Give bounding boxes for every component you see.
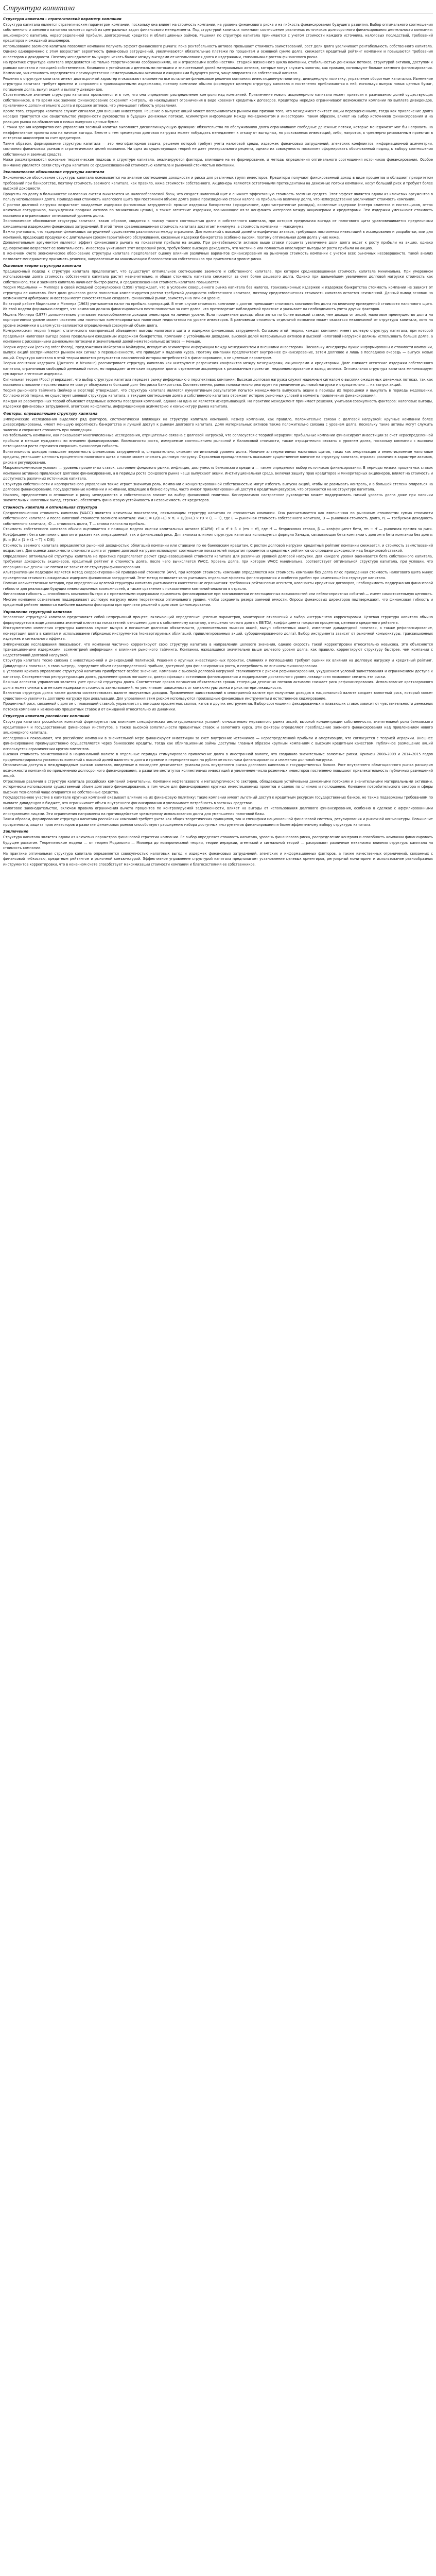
paragraph: Помимо количественных методов, при определении целевой структуры капитала учитываются качественные ограничения: требования рейтинговых агентств, ковенанты кредитных договоров, необходимость поддержания финансовой гибкости для реализации будущих инвестиционных возможностей, а также сравнение с показателями компаний-аналогов в отрасли. [3, 581, 433, 591]
document-section [3, 829, 433, 867]
paragraph: Рентабельность компании, как показывают многочисленные исследования, отрицательно связана с долговой нагрузкой, что согласуется с теорией иерархии: прибыльные компании финансируют инвестиции за счет нераспределенной прибыли и меньше нуждаются во внешнем финансировании. Возможности роста, измеряемые соотношением рыночной и балансовой стоимости, также отрицательно связаны с уровнем долга, поскольку компании с высоким потенциалом роста стремятся сохранить финансовую гибкость. [3, 433, 433, 449]
paragraph: Использование заемного капитала позволяет компании получать эффект финансового рычага: пока рентабельность активов превышает стоимость заимствований, рост доли долга увеличивает рентабельность собственного капитала. Однако одновременно с этим возрастает вероятность финансовых затруднений, увеличиваются обязательные платежи по процентам и основной сумме долга, снижается кредитный рейтинг компании и повышаются требования инвесторов к доходности. Поэтому менеджмент вынужден искать баланс между выгодами от использования долга и издержками, связанными с ростом финансового риска. [3, 44, 433, 59]
paragraph: Государственное участие в капитале крупных компаний оказывает влияние на их финансовую политику: такие компании имеют льготный доступ к кредитным ресурсам государственных банков, но также подвержены требованиям по выплате дивидендов в бюджет, что ограничивает объем внутреннего финансирования и увеличивает потребность в заемных средствах. [3, 795, 433, 805]
paragraph: Таким образом, формирование структуры капитала российских компаний требует учета как общих теоретических принципов, так и специфики национальной финансовой системы, регулирования и рыночной конъюнктуры. Повышение прозрачности, защита прав инвесторов и развитие финансовых рынков способствуют расширению набора доступных инструментов финансирования и более эффективному выбору структуры капитала. [3, 817, 433, 827]
paragraph: С ростом долговой нагрузки возрастают ожидаемые издержки финансовых затруднений: прямые издержки банкротства (юридические, административные расходы), косвенные издержки (потеря клиентов и поставщиков, отток ключевых сотрудников, вынужденная продажа активов по заниженным ценам), а также агентские издержки, возникающие из-за конфликта интересов между акционерами и кредиторами. Эти издержки уменьшают стоимость компании и ограничивают оптимальный уровень долга. [3, 202, 433, 218]
paragraph: Макроэкономические условия — уровень процентных ставок, состояние фондового рынка, инфляция, доступность банковского кредита — также определяют выбор источников финансирования. В периоды низких процентных ставок компании активнее привлекают долговое финансирование, а в периоды роста фондового рынка чаще выпускают акции. Институциональная среда, включая защиту прав кредиторов и миноритарных акционеров, влияет на стоимость и доступность различных источников капитала. [3, 466, 433, 481]
document [0, 0, 436, 867]
paragraph: Экономическое обоснование структуры капитала, таким образом, сводится к поиску такого соотношения долга и собственного капитала, при котором предельная выгода от налогового щита уравновешивается предельными ожидаемыми издержками финансовых затруднений. В этой точке средневзвешенная стоимость капитала достигает минимума, а стоимость компании — максимума. [3, 219, 433, 229]
paragraph: Эмпирические исследования показывают, что компании частично корректируют свою структуру капитала в направлении целевого значения, однако скорость такой корректировки относительно невысока. Это объясняется транзакционными издержками, асимметрией информации и влиянием рыночного тайминга. Компании, находящиеся значительно выше целевого уровня долга, как правило, корректируют структуру быстрее, чем компании с недостаточной долговой нагрузкой. [3, 642, 433, 657]
paragraph: Проценты по долгу в большинстве налоговых систем вычитаются из налогооблагаемой базы, что создает налоговый щит и снижает эффективную стоимость заемных средств. Этот эффект является одним из ключевых аргументов в пользу использования долга. Приведенная стоимость налогового щита при постоянном объеме долга равна произведению ставки налога на прибыль на величину долга, что непосредственно увеличивает стоимость компании. [3, 192, 433, 202]
paragraph: Волатильность доходов повышает вероятность финансовых затруднений и, следовательно, снижает оптимальный уровень долга. Наличие альтернативных налоговых щитов, таких как амортизация и инвестиционные налоговые кредиты, уменьшает ценность процентного налогового щита и также может снижать долговую нагрузку. Отраслевая принадлежность оказывает существенное влияние на структуру капитала, отражая различия в характере активов, риска и регулирования. [3, 449, 433, 465]
paragraph: Теория агентских издержек (Дженсен и Меклинг) рассматривает структуру капитала как инструмент разрешения конфликтов между менеджерами, акционерами и кредиторами. Долг снижает агентские издержки собственного капитала, ограничивая свободный денежный поток, но порождает агентские издержки долга: стремление акционеров к рискованным проектам, недоинвестирование и вывод активов. Оптимальная структура капитала минимизирует суммарные агентские издержки. [3, 361, 433, 377]
paragraph: Отраслевые различия в структуре капитала российских компаний значительны. Компании нефтегазового и металлургического секторов, обладающие устойчивыми денежными потоками и значительными материальными активами, исторически использовали существенный объем долгового финансирования, в том числе для финансирования крупных инвестиционных проектов и сделок по слиянию и поглощению. Компании потребительского сектора и сферы высоких технологий чаще опираются на собственные средства. [3, 779, 433, 794]
document-section [3, 264, 433, 410]
section-heading: Управление структурой капитала [3, 609, 72, 614]
paragraph: На практике структура капитала определяется не только теоретическими соображениями, но и отраслевыми особенностями, стадией жизненного цикла компании, стабильностью денежных потоков, структурой активов, доступом к рынкам капитала и позицией собственников. Компании с устойчивыми денежными потоками и значительной долей материальных активов, которые могут служить залогом, как правило, используют больше заемного финансирования. Компании, чья стоимость определяется преимущественно нематериальными активами и ожиданиями будущего роста, чаще опираются на собственный капитал. [3, 60, 433, 76]
paragraph: Высокая стоимость заимствований в национальной валюте в отдельные периоды стимулировала привлечение долга в иностранной валюте, что создавало значительные валютные риски. Кризисы 2008–2009 и 2014–2015 годов продемонстрировали уязвимость компаний с высокой долей валютного долга и привели к переориентации на рублевые источники финансирования и снижению долговой нагрузки. [3, 752, 433, 762]
paragraph: Важно учитывать, что издержки финансовых затруднений существенно различаются между отраслями. Для компаний с высокой долей специфичных активов, требующих постоянных инвестиций в исследования и разработки, или для компаний, продающих продукцию с длительным сроком гарантийного обслуживания, косвенные издержки банкротства особенно высоки, поэтому оптимальная доля долга у них ниже. [3, 230, 433, 240]
paragraph: Экономическое обоснование структуры капитала основывается на анализе соотношения доходности и риска для различных групп инвесторов. Кредиторы получают фиксированный доход в виде процентов и обладают приоритетом требований при банкротстве, поэтому стоимость заемного капитала, как правило, ниже стоимости собственного. Акционеры являются остаточными претендентами на денежные потоки компании, несут больший риск и требуют более высокой доходности. [3, 176, 433, 191]
paragraph: Таким образом, формирование структуры капитала — это многофакторная задача, решение которой требует учета налоговой среды, издержек финансовых затруднений, агентских конфликтов, информационной асимметрии, состояния финансовых рынков и стратегических целей компании. Ни одна из существующих теорий не дает универсального рецепта, однако их совокупность позволяет сформировать обоснованный подход к выбору соотношения собственных и заемных средств. [3, 141, 433, 157]
paragraph: На практике оптимальная структура капитала определяется совокупностью налоговых выгод и издержек финансовых затруднений, агентских и информационных факторов, а также качественных ограничений, связанных с финансовой гибкостью, кредитным рейтингом и рыночной конъюнктурой. Эффективное управление структурой капитала предполагает установление целевых ориентиров, регулярный мониторинг и использование разнообразных инструментов корректировки, что в конечном счете способствует максимизации стоимости компании и благосостояния ее собственников. [3, 851, 433, 867]
paragraph: Традиционный подход к структуре капитала предполагает, что существует оптимальное соотношение заемного и собственного капитала, при котором средневзвешенная стоимость капитала минимальна. При умеренном использовании долга стоимость собственного капитала растет незначительно, и общая стоимость капитала снижается за счет более дешевого долга. Однако при дальнейшем увеличении долговой нагрузки стоимость как собственного, так и заемного капитала начинает быстро расти, и средневзвешенная стоимость капитала повышается. [3, 269, 433, 284]
paragraph: Сигнальная теория (Росс) утверждает, что выбор структуры капитала передает рынку информацию о перспективах компании. Высокая долговая нагрузка служит надежным сигналом о высоких ожидаемых денежных потоках, так как компании с плохими перспективами не смогут обслуживать большой долг без риска банкротства. Соответственно, рынок положительно реагирует на увеличение долговой нагрузки и отрицательно — на выпуск акций. [3, 377, 433, 387]
paragraph: Структура капитала российских компаний формируется под влиянием специфических институциональных условий: относительно неразвитого рынка акций, высокой концентрации собственности, значительной роли банковского кредитования и государственных финансовых институтов, а также высокой волатильности процентных ставок и валютного курса. Эти факторы определяют преобладание заемного финансирования над привлечением нового акционерного капитала. [3, 720, 433, 735]
paragraph: Дополнительным аргументом является эффект финансового рычага на показатели прибыли на акцию. При рентабельности активов выше ставки процента увеличение доли долга ведет к росту прибыли на акцию, однако одновременно возрастает ее волатильность. Инвесторы учитывают этот возросший риск, требуя более высокую доходность, что частично или полностью нивелирует выгоды от роста прибыли на акцию. [3, 241, 433, 250]
paragraph: Теория рыночного тайминга (Бейкер и Вюрглер) утверждает, что структура капитала является кумулятивным результатом попыток менеджмента выпускать акции в периоды их переоценки и выкупать в периоды недооценки. Согласно этой теории, не существует целевой структуры капитала, а текущее соотношение долга и собственного капитала отражает историю рыночных условий в моменты привлечения финансирования. [3, 388, 433, 398]
paragraph: Инструментами изменения структуры капитала служат выпуск и погашение долговых обязательств, дополнительная эмиссия акций, выкуп собственных акций, изменение дивидендной политики, а также рефинансирование, конвертация долга в капитал и использование гибридных инструментов (конвертируемых облигаций, привилегированных акций, субординированного долга). Выбор инструмента зависит от рыночной конъюнктуры, транзакционных издержек и сигнального эффекта. [3, 626, 433, 641]
paragraph: Теория иерархии (pecking order theory), предложенная Майерсом и Майлуфом, исходит из асимметрии информации между менеджментом и внешними инвесторами. Поскольку менеджеры лучше информированы о стоимости компании, выпуск акций воспринимается рынком как сигнал о переоцененности, что приводит к падению курса. Поэтому компании предпочитают внутреннее финансирование, затем долговое и лишь в последнюю очередь — выпуск новых акций. Структура капитала в этой теории является результатом накопленной истории потребностей в финансировании, а не целевым параметром. [3, 345, 433, 360]
paragraph: В конечном счете экономическое обоснование структуры капитала предполагает оценку влияния различных вариантов финансирования на рыночную стоимость компании с учетом всех рыночных несовершенств. Такой анализ позволяет менеджменту принимать решения, направленные на максимизацию благосостояния собственников при приемлемом уровне риска. [3, 251, 433, 261]
paragraph: Модель Миллера (1977) дополнительно учитывает налогообложение доходов инвесторов на личном уровне. Если процентные доходы облагаются по более высокой ставке, чем доходы от акций, налоговое преимущество долга на корпоративном уровне может частично или полностью компенсироваться налоговым недостатком на уровне инвесторов. В равновесии стоимость отдельной компании может оказаться независимой от структуры капитала, хотя на уровне экономики в целом устанавливается определенный совокупный объем долга. [3, 312, 433, 328]
document-section [3, 714, 433, 827]
paragraph: Управление структурой капитала представляет собой непрерывный процесс, включающий определение целевых параметров, мониторинг отклонений и выбор инструментов корректировки. Целевая структура капитала обычно формулируется в виде диапазона значений ключевых показателей: отношения долга к собственному капиталу, отношения чистого долга к EBITDA, коэффициента покрытия процентов, целевого кредитного рейтинга. [3, 615, 433, 625]
paragraph: Эмпирические исследования выделяют ряд факторов, систематически влияющих на структуру капитала компаний. Размер компании, как правило, положительно связан с долговой нагрузкой: крупные компании более диверсифицированы, имеют меньшую вероятность банкротства и лучший доступ к рынкам долгового капитала. Доля материальных активов также положительно связана с уровнем долга, поскольку такие активы могут служить залогом и сохраняют стоимость при ликвидации. [3, 417, 433, 432]
document-section [3, 610, 433, 713]
section-heading: Основные теории структуры капитала [3, 264, 81, 268]
document-section [3, 170, 433, 262]
paragraph: Компромиссная теория (теория статического компромисса) объединяет выгоды налогового щита и издержки финансовых затруднений. Согласно этой теории, каждая компания имеет целевую структуру капитала, при которой предельная налоговая выгода равна предельным ожидаемым издержкам банкротства. Компании с устойчивыми доходами, высокой долей материальных активов и высокой налоговой нагрузкой должны использовать больше долга, а компании с рискованными денежными потоками и значительной долей нематериальных активов — меньше. [3, 329, 433, 344]
paragraph: Финансовая гибкость — способность компании быстро и с приемлемыми издержками привлекать финансирование при возникновении инвестиционных возможностей или неблагоприятных событий — имеет самостоятельную ценность. Многие компании сознательно поддерживают долговую нагрузку ниже теоретически оптимального уровня, чтобы сохранить резерв заемной емкости. Опросы финансовых директоров подтверждают, что финансовая гибкость и кредитный рейтинг являются наиболее важными факторами при принятии решений о долговом финансировании. [3, 592, 433, 607]
paragraph: Средневзвешенная стоимость капитала (WACC) является ключевым показателем, связывающим структуру капитала со стоимостью компании. Она рассчитывается как взвешенная по рыночным стоимостям сумма стоимости собственного капитала и посленалоговой стоимости заемного капитала: WACC = E/(D+E) × rE + D/(D+E) × rD × (1 − T), где E — рыночная стоимость собственного капитала, D — рыночная стоимость долга, rE — требуемая доходность собственного капитала, rD — стоимость долга, T — ставка налога на прибыль. [3, 511, 433, 526]
paragraph: Структура собственности и корпоративного управления также играет значимую роль. Компании с концентрированной собственностью могут избегать выпуска акций, чтобы не размывать контроль, и в большей степени опираться на долговое финансирование. Государственные компании и компании, входящие в бизнес-группы, часто имеют привилегированный доступ к кредитным ресурсам, что отражается на их структуре капитала. [3, 482, 433, 492]
section-heading: Экономическое обоснование структуры капитала [3, 170, 104, 175]
paragraph: В условиях кризиса управление структурой капитала приобретает особое значение. Компании с высокой долговой нагрузкой сталкиваются с риском рефинансирования, ухудшением условий заимствования и ограничением доступа к капиталу. Своевременная реструктуризация долга, удлинение сроков погашения, диверсификация источников финансирования и поддержание достаточного уровня ликвидности позволяют снизить эти риски. [3, 669, 433, 679]
paragraph: Структура капитала тесно связана с инвестиционной и дивидендной политикой. Решения о крупных инвестиционных проектах, слияниях и поглощениях требуют оценки их влияния на долговую нагрузку и кредитный рейтинг. Дивидендная политика, в свою очередь, определяет объем нераспределенной прибыли, доступной для финансирования роста, и потребность во внешнем финансировании. [3, 658, 433, 668]
paragraph: Наконец, предпочтения и отношение к риску менеджмента и собственников влияют на выбор финансовой политики. Консервативно настроенное руководство может поддерживать низкий уровень долга даже при наличии значительных налоговых выгод, стремясь обеспечить финансовую устойчивость и независимость от кредиторов. [3, 493, 433, 503]
paragraph: Структура капитала является стратегическим параметром компании, поскольку она влияет на стоимость компании, на уровень финансового риска и на гибкость финансирования будущего развития. Выбор оптимального соотношения собственного и заемного капитала является одной из центральных задач финансового менеджмента. Под структурой капитала понимают соотношение различных источников долгосрочного финансирования деятельности компании: акционерного капитала, нераспределенной прибыли, долгосрочных кредитов и облигационных займов. Решения по структуре капитала принимаются с учетом стоимости каждого источника, налоговых последствий, требований кредиторов и ожиданий акционеров. [3, 22, 433, 43]
paragraph: Структура капитала является одним из ключевых параметров финансовой стратегии компании. Ее выбор определяет стоимость капитала, уровень финансового риска, распределение контроля и способность компании финансировать будущее развитие. Теоретические модели — от теорем Модильяни — Миллера до компромиссной теории, теории иерархии, агентской и сигнальной теорий — раскрывают различные механизмы влияния структуры капитала на стоимость компании. [3, 835, 433, 851]
paragraph: Валютная структура долга также должна соответствовать валюте получаемых доходов. Привлечение заимствований в иностранной валюте при получении доходов в национальной валюте создает валютный риск, который может существенно увеличить долговую нагрузку при девальвации. Для управления этим риском используются производные финансовые инструменты и естественное хеджирование. [3, 691, 433, 701]
document-section [3, 412, 433, 503]
document-section [3, 505, 433, 608]
page-title: Структура капитала [3, 4, 433, 14]
section-heading: Заключение [3, 829, 28, 834]
section-heading: Структура капитала - стратегический параметр компании [3, 17, 121, 21]
paragraph: Ниже рассматриваются основные теоретические подходы к структуре капитала, анализируются факторы, влияющие на ее формирование, и методы определения оптимального соотношения источников финансирования. Особое внимание уделяется связи структуры капитала со средневзвешенной стоимостью капитала и рыночной стоимостью компании. [3, 158, 433, 167]
paragraph: Альтернативным подходом является метод скорректированной приведенной стоимости (APV), при котором стоимость компании определяется как стоимость компании без долга плюс приведенная стоимость налогового щита минус приведенная стоимость ожидаемых издержек финансовых затруднений. Этот метод позволяет явно учитывать отдельные эффекты финансирования и особенно удобен при изменяющейся структуре капитала. [3, 570, 433, 580]
paragraph: Налоговое законодательство, включая правила ограничения вычета процентов по контролируемой задолженности, влияет на выгоды от использования долгового финансирования, особенно в сделках с аффилированными иностранными лицами. Эти ограничения направлены на противодействие чрезмерному использованию долга для уменьшения налоговой базы. [3, 806, 433, 816]
paragraph: Стоимость собственного капитала обычно оценивается с помощью модели оценки капитальных активов (CAPM): rE = rf + β × (rm − rf), где rf — безрисковая ставка, β — коэффициент бета, rm − rf — рыночная премия за риск. Коэффициент бета компании с долгом отражает как операционный, так и финансовый риск. Для анализа влияния структуры капитала используется формула Хамады, связывающая бета компании с долгом и бета компании без долга: βL = βU × [1 + (1 − T) × D/E]. [3, 527, 433, 543]
paragraph: Процентный риск, связанный с долгом с плавающей ставкой, управляется с помощью процентных свопов, кэпов и других инструментов. Выбор соотношения фиксированных и плавающих ставок зависит от чувствительности денежных потоков компании к изменению процентных ставок и от ожиданий относительно их динамики. [3, 702, 433, 711]
paragraph: Теория Модильяни — Миллера в своей исходной формулировке (1958) утверждает, что в условиях совершенного рынка капитала без налогов, транзакционных издержек и издержек банкротства стоимость компании не зависит от структуры ее капитала. Рост доли дешевого долга полностью компенсируется ростом требуемой доходности собственного капитала, поэтому средневзвешенная стоимость капитала остается неизменной. Данный вывод основан на возможности арбитража: инвесторы могут самостоятельно создавать финансовый рычаг, заимствуя на личном уровне. [3, 285, 433, 301]
paragraph: Определение оптимальной структуры капитала на практике предполагает расчет средневзвешенной стоимости капитала для различных уровней долговой нагрузки. Для каждого уровня оценивается бета собственного капитала, требуемая доходность акционеров, кредитный рейтинг и стоимость долга, после чего вычисляется WACC. Уровень долга, при котором WACC минимальна, соответствует оптимальной структуре капитала, при условии, что операционные денежные потоки не зависят от структуры финансирования. [3, 554, 433, 569]
paragraph: Кроме того, структура капитала служит сигналом для внешних инвесторов. Решение о выпуске акций может восприниматься рынком как признак того, что менеджмент считает акции переоцененными, тогда как привлечение долга нередко трактуется как свидетельство уверенности руководства в будущих денежных потоках. Асимметрия информации между менеджментом и инвесторами, таким образом, влияет на выбор источников финансирования и на реакцию рынка на объявления о новых выпусках ценных бумаг. [3, 109, 433, 124]
section-heading: Факторы, определяющие структуру капитала [3, 411, 98, 416]
paragraph: Каждая из рассмотренных теорий объясняет отдельные аспекты поведения компаний, однако ни одна не является исчерпывающей. На практике менеджмент принимает решения, учитывая совокупность факторов: налоговые выгоды, издержки финансовых затруднений, агентские конфликты, информационную асимметрию и конъюнктуру рынка капитала. [3, 399, 433, 409]
paragraph: Ограничения доступа к международным рынкам капитала, введенные в последнее десятилетие, усилили роль внутреннего рынка долгового капитала и государственных банков. Рост внутреннего облигационного рынка расширил возможности компаний по привлечению долгосрочного финансирования, а развитие институтов коллективных инвестиций и увеличение числа розничных инвесторов постепенно повышают привлекательность публичных размещений акций. [3, 763, 433, 778]
paragraph: Стоимость заемного капитала определяется рыночной доходностью облигаций компании или ставками по ее банковским кредитам. С ростом долговой нагрузки кредитный рейтинг компании снижается, и стоимость заимствований возрастает. Для оценки зависимости стоимости долга от уровня долговой нагрузки используют соотношение показателей покрытия процентов и кредитных рейтингов со спредами доходности над безрисковой ставкой. [3, 543, 433, 553]
paragraph: Стратегическое значение структуры капитала проявляется и в том, что она определяет распределение контроля над компанией. Привлечение нового акционерного капитала может привести к размыванию долей существующих собственников, в то время как заемное финансирование сохраняет контроль, но накладывает ограничения в виде ковенант кредитных договоров. Кредиторы нередко ограничивают возможности компании по выплате дивидендов, привлечению дополнительного долга и продаже активов, что уменьшает гибкость управления. [3, 93, 433, 108]
paragraph: Во второй работе Модильяни и Миллера (1963) учитывается налог на прибыль корпораций. В этом случае стоимость компании с долгом превышает стоимость компании без долга на величину приведенной стоимости налогового щита. Из этой модели формально следует, что компания должна финансироваться почти полностью за счет долга, что противоречит наблюдаемой практике и указывает на необходимость учета других факторов. [3, 301, 433, 312]
paragraph: С точки зрения корпоративного управления заемный капитал выполняет дисциплинирующую функцию: обязательства по обслуживанию долга ограничивают свободные денежные потоки, которые менеджмент мог бы направить на неэффективные проекты или на личные выгоды. Вместе с тем чрезмерная долговая нагрузка может побуждать менеджмент к отказу от выгодных, но рискованных инвестиций, либо, напротив, к чрезмерно рискованным проектам в интересах акционеров за счет кредиторов. [3, 125, 433, 141]
document-section [3, 17, 433, 168]
section-heading: Стоимость капитала и оптимальная структура [3, 505, 97, 510]
document-body [3, 17, 433, 867]
paragraph: Важным аспектом управления является учет срочной структуры долга. Соответствие сроков погашения обязательств срокам генерации денежных потоков активами снижает риск рефинансирования. Использование краткосрочного долга может снижать агентские издержки и стоимость заимствований, но увеличивает зависимость от конъюнктуры рынка и риск потери ликвидности. [3, 680, 433, 690]
paragraph: Исследования показывают, что российские компании в значительной мере финансируют инвестиции за счет внутренних источников — нераспределенной прибыли и амортизации, что согласуется с теорией иерархии. Внешнее финансирование преимущественно осуществляется через банковские кредиты, тогда как облигационные займы доступны главным образом крупным компаниям с высоким кредитным качеством. Публичное размещение акций используется ограниченным кругом эмитентов. [3, 736, 433, 751]
paragraph: Решения о структуре капитала имеют долгосрочный характер и оказывают влияние на все остальные финансовые решения компании: инвестиционную политику, дивидендную политику, управление оборотным капиталом. Изменение структуры капитала требует времени и сопряжено с транзакционными издержками, поэтому компании обычно формируют целевую структуру капитала и постепенно приближаются к ней, используя выпуск новых ценных бумаг, погашение долга, выкуп акций и выплату дивидендов. [3, 76, 433, 92]
section-heading: Структура капитала российских компаний [3, 714, 90, 719]
